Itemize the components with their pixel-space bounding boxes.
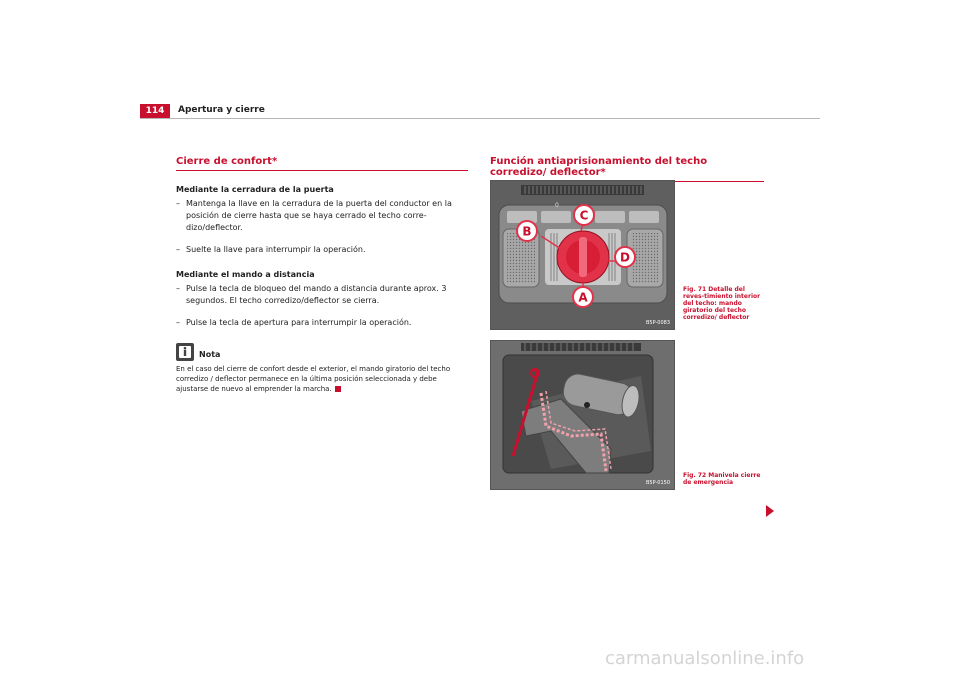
note-body: En el caso del cierre de confort desde el exterior, el mando giratorio del techo corredizo / deflector permanece en la última posición seleccionada y debe ajustarse de nuevo al emprender la marcha. <box>176 365 451 393</box>
list-dash: – <box>176 318 180 327</box>
chapter-title: Apertura y cierre <box>178 105 265 115</box>
subheading-door-lock: Mediante la cerradura de la puerta <box>176 185 334 194</box>
list-item <box>176 198 468 234</box>
list-item <box>176 283 468 307</box>
figure-code: B5P-0150 <box>645 480 670 486</box>
left-column <box>176 156 468 394</box>
svg-text:A: A <box>578 290 588 305</box>
svg-text:D: D <box>620 250 630 265</box>
figure-code: B5P-0083 <box>645 320 670 326</box>
list-item-text: Pulse la tecla de apertura para interrumpir la operación. <box>186 318 412 327</box>
section-title-anti-trap: Función antiaprisionamiento del techo corredizo/ deflector* <box>490 156 764 182</box>
dial-mark-zero: 0 <box>555 202 559 209</box>
note-info-icon <box>176 343 194 361</box>
note-title: Nota <box>199 349 221 359</box>
list-item-text: Pulse la tecla de bloqueo del mando a distancia durante aprox. 3 segundos. El techo corredizo/deflector se cierra. <box>186 284 447 305</box>
svg-text:B: B <box>522 224 532 239</box>
page-number: 114 <box>140 104 170 118</box>
note-header <box>176 343 468 361</box>
callout-b <box>517 221 537 241</box>
end-of-section-icon <box>335 386 341 392</box>
callout-d <box>615 247 635 267</box>
figure-71-roof-dial <box>490 180 675 330</box>
right-column <box>490 156 764 182</box>
list-dash: – <box>176 199 180 208</box>
list-item-text: Suelte la llave para interrumpir la operación. <box>186 245 366 254</box>
note-text <box>176 364 468 394</box>
list-item <box>176 317 468 329</box>
subheading-remote: Mediante el mando a distancia <box>176 270 315 279</box>
list-dash: – <box>176 284 180 293</box>
page-header <box>140 104 820 118</box>
watermark-text: carmanualsonline.info <box>605 648 805 669</box>
callout-c <box>574 205 594 225</box>
list-item <box>176 244 468 256</box>
header-divider <box>140 118 820 119</box>
figure-72-emergency-crank <box>490 340 675 490</box>
section-title-comfort-close: Cierre de confort* <box>176 156 468 171</box>
callout-a <box>573 287 593 307</box>
svg-text:C: C <box>579 208 589 223</box>
figure-71-caption: Fig. 71 Detalle del reves-timiento interior del techo: mando giratorio del techo corredizo/ deflector <box>683 286 761 321</box>
next-page-arrow-icon <box>766 505 774 517</box>
list-item-text: Mantenga la llave en la cerradura de la puerta del conductor en la posición de cierre hasta que se haya cerrado el techo corre-dizo/deflector. <box>186 199 452 232</box>
roof-console-illustration <box>491 181 674 329</box>
list-dash: – <box>176 245 180 254</box>
emergency-crank-illustration <box>491 341 674 489</box>
figure-72-caption: Fig. 72 Manivela cierre de emergencia <box>683 472 761 486</box>
